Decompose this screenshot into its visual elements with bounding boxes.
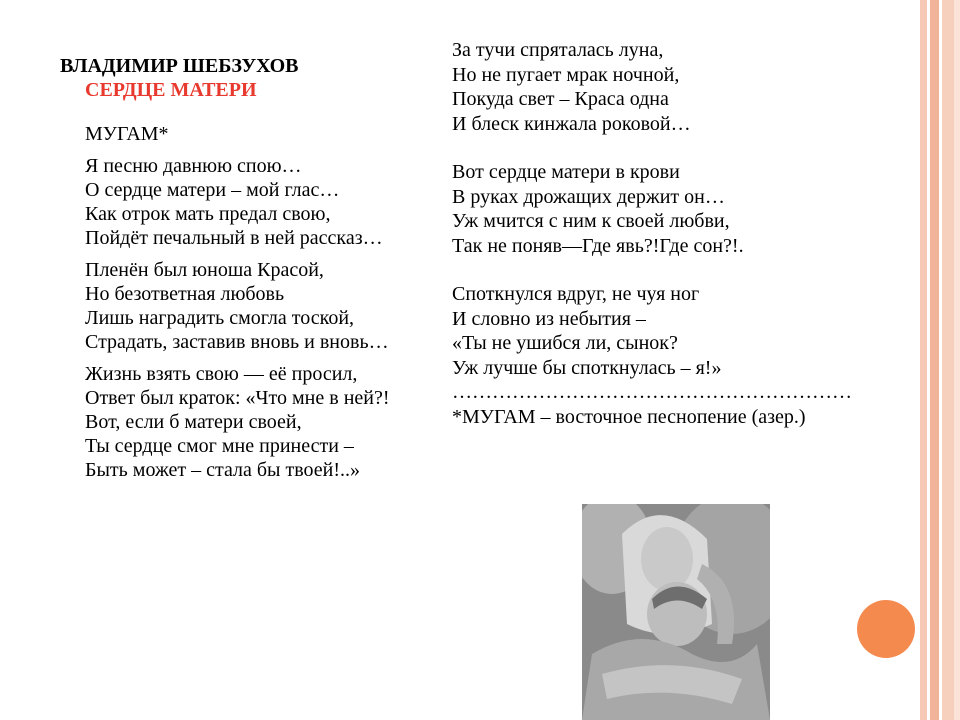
left-stanza-3 (85, 362, 445, 482)
poem-line: Пленён был юноша Красой, (85, 259, 324, 281)
decorative-stripes (920, 0, 960, 720)
poem-line: Ты сердце смог мне принести – (85, 435, 354, 457)
poem-line: Лишь наградить смогла тоской, (85, 307, 355, 329)
right-column (452, 38, 922, 429)
poem-line: За тучи спряталась луна, (452, 39, 664, 61)
poem-line: Пойдёт печальный в ней рассказ… (85, 227, 383, 249)
right-stanza-1 (452, 38, 922, 136)
poem-line: Покуда свет – Краса одна (452, 88, 669, 110)
poem-line: Я песню давнюю спою… (85, 155, 302, 177)
right-stanza-3 (452, 282, 922, 380)
poem-title: СЕРДЦЕ МАТЕРИ (85, 79, 257, 101)
poem-line: И блеск кинжала роковой… (452, 112, 691, 135)
poem-line: Быть может – стала бы твоей!..» (85, 459, 361, 481)
left-column (60, 54, 445, 490)
poem-line: Ответ был краток: «Что мне в ней?! (85, 387, 390, 409)
poem-line: Как отрок мать предал свою, (85, 203, 331, 225)
mother-and-son-photo (582, 504, 770, 720)
poem-line: Уж мчится с ним к своей любви, (452, 210, 730, 232)
poem-line: О сердце матери – мой глас… (85, 179, 340, 201)
poem-line: Но безответная любовь (85, 283, 285, 305)
left-stanza-1 (85, 154, 445, 250)
footnote: *МУГАМ – восточное песнопение (азер.) (452, 405, 806, 428)
poem-line: Вот сердце матери в крови (452, 161, 680, 183)
poem-line: Вот, если б матери своей, (85, 411, 302, 433)
decorative-circle (857, 600, 915, 658)
poem-line: Страдать, заставив вновь и вновь… (85, 331, 389, 353)
poem-line: Так не поняв—Где явь?!Где сон?!. (452, 234, 744, 257)
photo-illustration (582, 504, 770, 720)
poem-line: Уж лучше бы споткнулась – я!» (452, 356, 722, 379)
poem-line: В руках дрожащих держит он… (452, 185, 725, 208)
poem-line: Но не пугает мрак ночной, (452, 63, 680, 86)
left-poem-text (85, 122, 445, 482)
poem-line: Споткнулся вдруг, не чуя ног (452, 283, 700, 305)
separator-line: …………………………………………………… (452, 381, 852, 403)
poem-line: «Ты не ушибся ли, сынок? (452, 332, 678, 354)
poem-line: Жизнь взять свою — её просил, (85, 363, 358, 385)
author-name: ВЛАДИМИР ШЕБЗУХОВ (60, 55, 299, 77)
poem-line: И словно из небытия – (452, 307, 646, 330)
mugam-heading: МУГАМ* (85, 123, 169, 145)
right-stanza-2 (452, 160, 922, 258)
left-stanza-2 (85, 258, 445, 354)
